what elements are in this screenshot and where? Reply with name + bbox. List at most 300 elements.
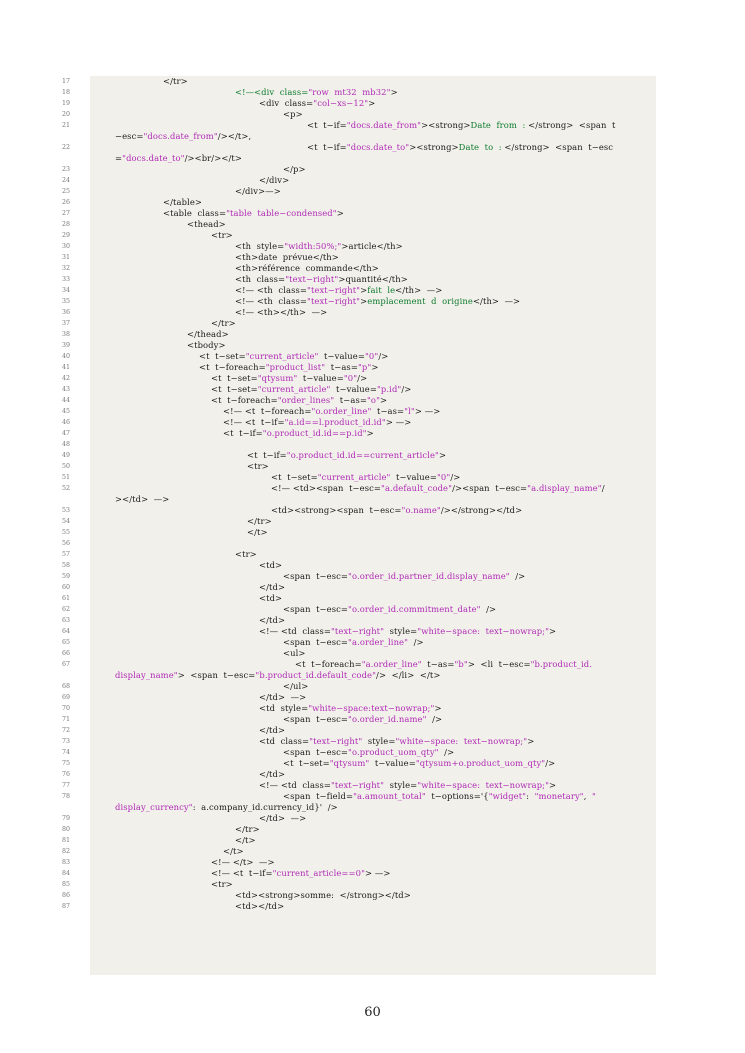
line-number: 59 (62, 573, 71, 580)
code-text (247, 450, 446, 461)
code-token: </tr> (247, 516, 272, 526)
line-number: 35 (62, 298, 71, 305)
code-string: "p.id" (376, 384, 402, 394)
code-string: "qtysum" (329, 758, 370, 768)
code-token: > <li t−esc= (467, 659, 531, 669)
line-number: 73 (62, 738, 71, 745)
line-number: 66 (62, 650, 71, 657)
code-line (0, 703, 745, 714)
line-number: 83 (62, 859, 71, 866)
code-line (0, 318, 745, 329)
code-text (235, 186, 281, 197)
code-text (283, 714, 442, 725)
code-token: > (549, 780, 557, 790)
code-string: "width:50%;" (284, 241, 342, 251)
line-number: 68 (62, 683, 71, 690)
code-text (223, 428, 374, 439)
code-token: style= (362, 736, 396, 746)
code-token: /> (426, 714, 443, 724)
code-text (259, 615, 285, 626)
code-line (0, 164, 745, 175)
code-text (259, 626, 556, 637)
code-line (0, 450, 745, 461)
code-line (0, 747, 745, 758)
code-line (0, 890, 745, 901)
code-string: "o.order_id.partner_id.display_name" (348, 571, 510, 581)
code-token: > (549, 626, 557, 636)
code-string: "white−space:text−nowrap;" (308, 703, 435, 713)
line-number: 63 (62, 617, 71, 624)
code-token: <t t−foreach= (199, 362, 266, 372)
code-token: <tr> (211, 879, 233, 889)
code-token: <span t−esc= (283, 714, 349, 724)
code-text (283, 758, 555, 769)
line-number: 65 (62, 639, 71, 646)
code-string: "a.amount_total" (353, 791, 426, 801)
code-string: "o.product_id.id==p.id" (262, 428, 367, 438)
code-token: <t t−set= (211, 373, 258, 383)
code-string: "qtysum" (257, 373, 298, 383)
line-number: 44 (62, 397, 71, 404)
code-token: <thead> (187, 219, 226, 229)
code-token: /></strong></td> (440, 505, 523, 515)
code-string: "order_lines" (277, 395, 335, 405)
code-token: /> (378, 351, 389, 361)
code-line (0, 373, 745, 384)
code-string: "a.display_name" (527, 483, 602, 493)
code-string: "a.default_code" (381, 483, 453, 493)
code-comment-text: <!—<div class= (235, 87, 309, 97)
line-number: 67 (62, 661, 71, 668)
code-token: /> (438, 747, 455, 757)
code-text (235, 296, 520, 307)
code-line (0, 769, 745, 780)
code-token: > (390, 87, 398, 97)
code-token: </strong> <span t (525, 120, 616, 130)
code-line (0, 637, 745, 648)
line-number: 53 (62, 507, 71, 514)
code-line (0, 505, 745, 516)
code-token: > (439, 450, 447, 460)
code-token: /> (450, 472, 461, 482)
line-number: 80 (62, 826, 71, 833)
code-token: </td> (259, 615, 286, 625)
code-text (223, 417, 411, 428)
code-string: "p" (357, 362, 372, 372)
code-string: "row mt32 mb32" (308, 87, 391, 97)
line-number: 81 (62, 837, 71, 844)
code-string: "0" (364, 351, 379, 361)
code-line (0, 604, 745, 615)
line-number: 82 (62, 848, 71, 855)
code-token: <span t−esc= (283, 637, 349, 647)
code-string: "col−xs−12" (313, 98, 369, 108)
code-token: </strong> <span t−esc (501, 142, 614, 152)
line-number: 33 (62, 276, 71, 283)
code-token: t−value= (390, 472, 437, 482)
code-line (0, 692, 745, 703)
code-line (0, 659, 745, 670)
code-token: </th> —> (395, 285, 443, 295)
code-line (0, 857, 745, 868)
line-number: 26 (62, 199, 71, 206)
code-string: "o" (366, 395, 381, 405)
code-line (0, 120, 745, 131)
line-number: 69 (62, 694, 71, 701)
code-token: <!— <td class= (259, 626, 331, 636)
code-token: > (371, 362, 379, 372)
code-token: <table class= (163, 208, 227, 218)
code-string: "o.product_uom_qty" (348, 747, 439, 757)
code-token: <th style= (235, 241, 285, 251)
code-line (0, 406, 745, 417)
code-token: t−as= (334, 395, 367, 405)
code-line (0, 681, 745, 692)
code-line (0, 725, 745, 736)
code-text (187, 329, 229, 340)
code-text (247, 527, 268, 538)
code-text (211, 230, 233, 241)
code-string: "b.product_id. (530, 659, 592, 669)
code-text (271, 505, 522, 516)
code-token: /> (357, 373, 368, 383)
code-comment-text: emplacement d origine (367, 296, 473, 306)
code-string: "current_article" (245, 351, 319, 361)
code-token: <!— <th></th> —> (235, 307, 328, 317)
line-number: 55 (62, 529, 71, 536)
code-text (187, 219, 226, 230)
code-token: ></td> —> (115, 494, 170, 504)
code-text (163, 208, 344, 219)
code-token: <ul> (283, 648, 306, 658)
code-text (271, 483, 605, 494)
code-token: > (527, 736, 535, 746)
code-line (0, 76, 745, 87)
code-token: </table> (163, 197, 203, 207)
line-number: 38 (62, 331, 71, 338)
code-line (0, 780, 745, 791)
line-number: 34 (62, 287, 71, 294)
code-line (0, 626, 745, 637)
code-string: "o.order_id.name" (348, 714, 427, 724)
code-token: = (115, 153, 123, 163)
code-token: : (526, 791, 535, 801)
line-number: 48 (62, 441, 71, 448)
line-number: 78 (62, 793, 71, 800)
code-text (211, 384, 411, 395)
code-token: −esc= (115, 131, 144, 141)
code-token: <td></td> (235, 901, 285, 911)
code-token: /> </li> </t> (376, 670, 441, 680)
code-text (259, 98, 375, 109)
code-token: /> (545, 758, 556, 768)
code-text (259, 736, 534, 747)
code-token: <t t−if= (307, 120, 347, 130)
code-string: "widget" (488, 791, 527, 801)
code-token: <!— <t t−if= (211, 868, 273, 878)
code-string: "text−right" (330, 626, 385, 636)
code-token: <th>date prévue</th> (235, 252, 339, 262)
code-token: , (583, 791, 593, 801)
code-string: "o.order_id.commitment_date" (348, 604, 481, 614)
code-token: <t t−if= (223, 428, 263, 438)
code-line (0, 571, 745, 582)
code-line (0, 175, 745, 186)
code-text (271, 472, 460, 483)
code-token: / (601, 483, 605, 493)
code-text (259, 582, 285, 593)
code-text (211, 395, 387, 406)
code-token: ><strong> (421, 120, 471, 130)
code-string: "text−right" (307, 296, 361, 306)
code-text (259, 175, 289, 186)
code-line (0, 329, 745, 340)
code-token: </t> (235, 835, 256, 845)
code-text (211, 318, 236, 329)
line-number: 52 (62, 485, 71, 492)
code-string: " (592, 791, 596, 801)
line-number: 56 (62, 540, 71, 547)
code-line (0, 648, 745, 659)
code-string: "white−space: text−nowrap;" (417, 626, 550, 636)
line-number: 50 (62, 463, 71, 470)
line-number: 87 (62, 903, 71, 910)
code-text (283, 637, 424, 648)
code-text (259, 593, 282, 604)
line-number: 43 (62, 386, 71, 393)
code-line (0, 846, 745, 857)
code-token: t−value= (297, 373, 344, 383)
line-number: 39 (62, 342, 71, 349)
code-string: "text−right" (309, 736, 363, 746)
line-number: 49 (62, 452, 71, 459)
line-number: 47 (62, 430, 71, 437)
code-line (0, 417, 745, 428)
line-number: 22 (62, 144, 71, 151)
line-number: 29 (62, 232, 71, 239)
code-line (0, 439, 745, 450)
code-string: "docs.date_from" (346, 120, 422, 130)
code-token: <!— <td class= (259, 780, 331, 790)
code-line (0, 274, 745, 285)
code-string: "docs.date_to" (122, 153, 185, 163)
code-token: </t> (247, 527, 268, 537)
code-string: display_currency" (115, 802, 193, 812)
line-number: 31 (62, 254, 71, 261)
code-line (0, 582, 745, 593)
code-line (0, 835, 745, 846)
code-text (115, 153, 242, 164)
code-token: </td> —> (259, 813, 307, 823)
code-text (283, 604, 496, 615)
code-line (0, 472, 745, 483)
page-number: 60 (364, 1005, 381, 1020)
code-line (0, 758, 745, 769)
code-text (283, 791, 596, 802)
code-text (115, 670, 440, 681)
code-token: <div class= (259, 98, 314, 108)
code-line (0, 362, 745, 373)
code-text (223, 846, 244, 857)
line-number: 37 (62, 320, 71, 327)
code-token: ><strong> (409, 142, 459, 152)
code-string: "current_article" (257, 384, 331, 394)
code-line (0, 340, 745, 351)
code-token: <th class= (235, 274, 286, 284)
code-line (0, 549, 745, 560)
code-line (0, 538, 745, 549)
code-string: "table table−condensed" (226, 208, 337, 218)
code-line (0, 560, 745, 571)
code-string: "docs.date_to" (346, 142, 410, 152)
code-token: /><br/></t> (184, 153, 242, 163)
code-text (307, 120, 615, 131)
code-line (0, 593, 745, 604)
line-number: 54 (62, 518, 71, 525)
code-text (235, 890, 411, 901)
code-token: > (336, 208, 344, 218)
code-token: /></t>, (217, 131, 252, 141)
code-comment-text: Date to : (458, 142, 502, 152)
code-string: "white−space: text−nowrap;" (395, 736, 528, 746)
code-text (283, 164, 306, 175)
code-token: <span t−esc= (283, 604, 349, 614)
code-line (0, 791, 745, 802)
code-string: "0" (436, 472, 451, 482)
line-number: 21 (62, 122, 71, 129)
code-string: "white−space: text−nowrap;" (417, 780, 550, 790)
code-token: t−value= (318, 351, 365, 361)
code-line (0, 230, 745, 241)
code-token: <p> (283, 109, 303, 119)
code-token: <span t−esc= (283, 747, 349, 757)
code-string: "current_article==0" (272, 868, 366, 878)
code-token: /><span t−esc= (452, 483, 528, 493)
line-number: 27 (62, 210, 71, 217)
code-token: > (434, 703, 442, 713)
code-token: > <span t−esc= (177, 670, 256, 680)
code-token: t−value= (330, 384, 377, 394)
line-number: 64 (62, 628, 71, 635)
code-line (0, 296, 745, 307)
line-number: 25 (62, 188, 71, 195)
code-text (259, 703, 442, 714)
code-text (283, 648, 306, 659)
code-string: "qtysum+o.product_uom_qty" (415, 758, 546, 768)
code-line (0, 901, 745, 912)
code-text (211, 868, 391, 879)
code-token: </td> (259, 582, 286, 592)
code-text (235, 274, 408, 285)
line-number: 74 (62, 749, 71, 756)
code-line (0, 714, 745, 725)
code-token: <span t−esc= (283, 571, 349, 581)
code-string: "b.product_id.default_code" (255, 670, 377, 680)
code-token: </tr> (163, 76, 188, 86)
code-string: "text−right" (285, 274, 339, 284)
line-number: 79 (62, 815, 71, 822)
code-line (0, 824, 745, 835)
code-token: <span t−field= (283, 791, 354, 801)
code-token: > (360, 296, 368, 306)
line-number: 23 (62, 166, 71, 173)
line-number: 17 (62, 78, 71, 85)
line-number: 75 (62, 760, 71, 767)
code-line (0, 186, 745, 197)
line-number: 51 (62, 474, 71, 481)
code-token: <!— <td><span t−esc= (271, 483, 382, 493)
code-text (223, 406, 440, 417)
code-token: /> (480, 604, 497, 614)
code-token: > (380, 395, 388, 405)
code-token: t−as= (371, 406, 405, 416)
code-line (0, 241, 745, 252)
code-line (0, 813, 745, 824)
line-number: 24 (62, 177, 71, 184)
code-string: "0" (343, 373, 358, 383)
code-text (283, 681, 308, 692)
code-token: /> (401, 384, 412, 394)
code-token: <tr> (235, 549, 257, 559)
code-text (211, 857, 275, 868)
code-string: "a.order_line" (361, 659, 422, 669)
code-token: >article</th> (341, 241, 403, 251)
code-line (0, 307, 745, 318)
code-text (259, 560, 282, 571)
code-text (235, 252, 339, 263)
code-string: "a.order_line" (348, 637, 409, 647)
code-text (307, 142, 613, 153)
line-number: 60 (62, 584, 71, 591)
code-token: > (366, 428, 374, 438)
code-token: <t t−set= (271, 472, 318, 482)
code-token: <t t−foreach= (211, 395, 278, 405)
code-line (0, 219, 745, 230)
code-line (0, 98, 745, 109)
code-token: > —> (414, 406, 441, 416)
code-token: <t t−foreach= (295, 659, 362, 669)
code-line (0, 494, 745, 505)
code-token: t−value= (369, 758, 416, 768)
code-token: </t> (223, 846, 244, 856)
code-text (199, 351, 388, 362)
code-text (211, 879, 233, 890)
code-line (0, 527, 745, 538)
code-token: <!— <th class= (235, 285, 307, 295)
code-token: t−as= (421, 659, 455, 669)
code-token: </th> —> (472, 296, 521, 306)
line-number: 18 (62, 89, 71, 96)
code-text (283, 571, 525, 582)
code-text (115, 494, 169, 505)
code-token: <td><strong>somme: </strong></td> (235, 890, 411, 900)
code-text (163, 76, 188, 87)
code-token: </td> (259, 769, 286, 779)
code-token: <t t−set= (283, 758, 330, 768)
line-number: 71 (62, 716, 71, 723)
code-string: "o.product_id.id==current_article" (286, 450, 439, 460)
code-token: </p> (283, 164, 306, 174)
code-token: style= (384, 780, 418, 790)
line-number: 19 (62, 100, 71, 107)
code-text (259, 780, 556, 791)
code-line (0, 142, 745, 153)
code-line (0, 131, 745, 142)
code-text (235, 824, 260, 835)
code-token: <!— <th class= (235, 296, 307, 306)
code-token: <td class= (259, 736, 310, 746)
code-string: "o.name" (401, 505, 441, 515)
